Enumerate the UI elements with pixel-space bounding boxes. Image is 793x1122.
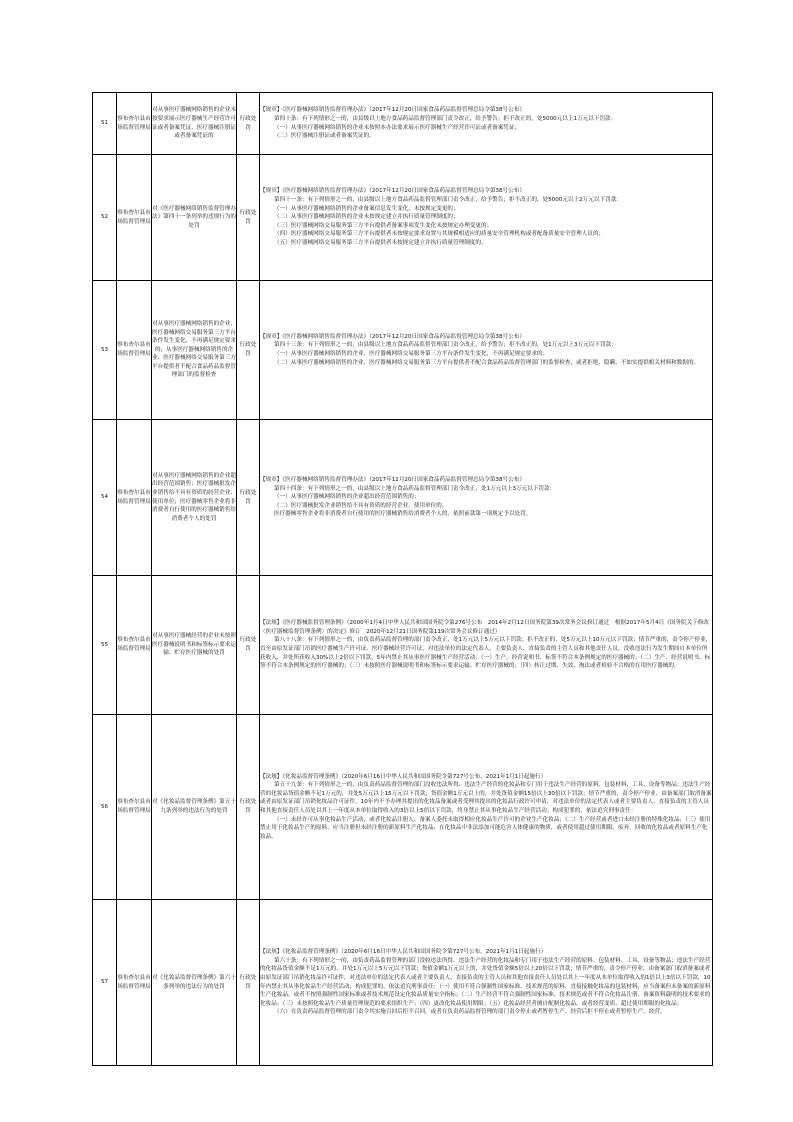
legal-basis-text <box>260 476 712 519</box>
power-item-name: 对从事医疗器械网络销售的企业超出经营范围销售；医疗器械批发企业销售给不具有资质的经营企业、使用单位；医疗器械零售企业将非消费者自行使用的医疗器械销售给消费者个人的处罚 <box>152 420 237 576</box>
row-number: 54 <box>93 420 117 576</box>
power-type: 行政处罚 <box>237 420 260 576</box>
legal-basis-paragraph: 第四十四条：有下列情形之一的，由县级以上地方食品药品监督管理部门责令改正，处1万元以上3万元以下罚款： <box>274 485 556 492</box>
legal-basis-text <box>260 619 712 671</box>
legal-basis-paragraph: （一）未经许可从事化妆品生产活动，或者化妆品注册人、备案人委托未取得相应化妆品生产许可的企业生产化妆品；（二）生产经营或者进口未经注册的特殊化妆品；（三）使用禁止用于化妆品生产的原料、应当注册但未经注册的新原料生产化妆品，在化妆品中非法添加可能危害人体健康的物质，或者使用超过使用期限、废弃、回收的化妆品或者原料生产化妆品。 <box>260 816 711 840</box>
row-number: 52 <box>93 155 117 281</box>
enforcement-department: 察布查尔县市场监督管理局 <box>117 155 152 281</box>
legal-basis-text <box>260 773 712 842</box>
legal-basis-paragraph: （二）医疗器械批发企业销售给不具有资质的经营企业、使用单位的。 <box>274 502 448 509</box>
enforcement-department: 察布查尔县市场监督管理局 <box>117 900 152 1066</box>
table-row <box>93 93 713 155</box>
legal-basis <box>260 155 713 281</box>
legal-basis-paragraph: （二）从事医疗器械网络销售的企业、医疗器械网络交易服务第三方平台提供者不配合食品药品监督管理部门的监督检查，或者拒绝、隐瞒、不如实提供相关材料和数据的。 <box>274 359 700 366</box>
table-body <box>93 93 713 1066</box>
power-type: 行政处罚 <box>237 576 260 715</box>
table-row <box>93 715 713 900</box>
legal-basis-paragraph: （六）在负责药品监督管理的部门责令其实施召回后拒不召回，或者在负责药品监督管理的部门责令停止或者暂停生产、经营后拒不停止或者暂停生产、经营。 <box>274 1009 666 1016</box>
legal-basis-paragraph: 第六十条：有下列情形之一的，由负责药品监督管理的部门没收违法所得、违法生产经营的化妆品和专门用于违法生产经营的原料、包装材料、工具、设备等物品；违法生产经营的化妆品货值金额不足1万元的，并处1万元以上5万元以下罚款；货值金额1万元以上的，并处货值金额5倍以上20倍以下罚款；情节严重的，责令停产停业、由备案部门取消备案或者由原发证部门吊销化妆品许可证件，对违法单位的法定代表人或者主要负责人、直接负责的主管人员和其他直接责任人员处以其上一年度从本单位取得收入的1倍以上3倍以下罚款，10年内禁止其从事化妆品生产经营活动；构成犯罪的，依法追究刑事责任：（一）使用不符合强制性国家标准、技术规范的原料、直接接触化妆品的包装材料，应当备案但未备案的新原料生产化妆品，或者不按照强制性国家标准或者技术规范设定化妆品质量安全指标；（二）生产经营不符合强制性国家标准、技术规范或者不符合化妆品注册、备案资料载明的技术要求的化妆品；（三）未按照化妆品生产质量管理规范的要求组织生产；（四）更改化妆品使用期限；（五）化妆品经营者擅自配制化妆品，或者经营变质、超过使用期限的化妆品； <box>260 957 711 1007</box>
power-item-name: 对《化妆品监督管理条例》第六十条列举的违法行为的处罚 <box>152 900 237 1066</box>
power-list-table <box>92 92 713 1066</box>
legal-basis-text <box>260 187 712 247</box>
legal-basis-paragraph: 【规章】《医疗器械网络销售监督管理办法》（2017年12月20日国家食品药品监督管理总局令第38号公布） <box>260 188 525 195</box>
power-item-name: 对《化妆品监督管理条例》第五十九条列举的违法行为的处罚 <box>152 715 237 900</box>
legal-basis-text <box>260 948 712 1017</box>
legal-basis-paragraph: 【法规】《化妆品监督管理条例》（2020年6月16日中华人民共和国国务院令第727号公布，2021年1月1日起施行） <box>260 773 547 780</box>
legal-basis-paragraph: （二）从事医疗器械网络销售的企业未按规定建立并执行质量管理制度的； <box>274 214 459 221</box>
legal-basis <box>260 576 713 715</box>
enforcement-department: 察布查尔县市场监督管理局 <box>117 93 152 155</box>
legal-basis-paragraph: （一）从事医疗器械网络销售的企业备案信息发生变化，未按规定变更的； <box>274 205 459 212</box>
legal-basis-paragraph: （五）医疗器械网络交易服务第三方平台提供者未按规定建立并执行质量管理制度的。 <box>274 239 487 246</box>
legal-basis-paragraph: （一）从事医疗器械网络销售的企业超出经营范围销售的； <box>274 494 420 501</box>
table-row <box>93 281 713 420</box>
table-row <box>93 155 713 281</box>
legal-basis-paragraph: 【法规】《医疗器械监督管理条例》（2000年1月4日中华人民共和国国务院令第276号公布 2014年2月12日国务院第39次常务会议修订通过 根据2017年5月4日《国务院关于修改〈医疗器械监督管理条例〉的决定》修订 2020年12月21日国务院第119次常务会议修订通过） <box>260 620 710 635</box>
legal-basis-paragraph: 【规章】《医疗器械网络销售监督管理办法》（2017年12月20日国家食品药品监督管理总局令第38号公布） <box>260 107 525 114</box>
legal-basis <box>260 715 713 900</box>
legal-basis-paragraph: （四）医疗器械网络交易服务第三方平台提供者未按规定要求设置与其规模相适应的质量安全管理机构或者配备质量安全管理人员的； <box>274 231 605 238</box>
power-type: 行政处罚 <box>237 281 260 420</box>
legal-basis-paragraph: （一）从事医疗器械网络销售的企业、医疗器械网络交易服务第三方平台条件发生变化，不再满足规定要求的； <box>274 351 549 357</box>
power-type: 行政处罚 <box>237 93 260 155</box>
power-type: 行政处罚 <box>237 900 260 1066</box>
legal-basis-paragraph: （三）医疗器械网络交易服务第三方平台提供者备案事项发生变化未按规定办理变更的； <box>274 222 493 229</box>
legal-basis <box>260 93 713 155</box>
legal-basis-paragraph: 【法规】《化妆品监督管理条例》（2020年6月16日中华人民共和国国务院令第727号公布，2021年1月1日起施行） <box>260 949 547 956</box>
legal-basis-text <box>260 333 712 367</box>
power-item-name: 对从事医疗器械经营的企业未按照医疗器械说明书和标签标示要求运输、贮存医疗器械的处罚 <box>152 576 237 715</box>
legal-basis-paragraph: 【规章】《医疗器械网络销售监督管理办法》（2017年12月20日国家食品药品监督管理总局令第38号公布） <box>260 333 525 340</box>
row-number: 53 <box>93 281 117 420</box>
table-row <box>93 900 713 1066</box>
table-row <box>93 576 713 715</box>
enforcement-department: 察布查尔县市场监督管理局 <box>117 281 152 420</box>
power-type: 行政处罚 <box>237 155 260 281</box>
legal-basis-paragraph: 【规章】《医疗器械网络销售监督管理办法》（2017年12月20日国家食品药品监督管理总局令第38号公布） <box>260 477 525 484</box>
power-item-name: 对从事医疗器械网络销售的企业、医疗器械网络交易服务第三方平台条件发生变化，不再满足规定要求的；从事医疗器械网络销售的企业、医疗器械网络交易服务第三方平台提供者不配合食品药品监督管理部门的监督检查 <box>152 281 237 420</box>
legal-basis-paragraph: （一）从事医疗器械网络销售的企业未按照本办法要求展示医疗器械生产经营许可证或者备案凭证； <box>274 124 521 131</box>
power-type: 行政处罚 <box>237 715 260 900</box>
row-number: 55 <box>93 576 117 715</box>
legal-basis <box>260 420 713 576</box>
table-row <box>93 420 713 576</box>
legal-basis-paragraph: 第四十三条：有下列情形之一的，由县级以上地方食品药品监督管理部门责令改正，给予警告；拒不改正的，处1万元以上3万元以下罚款： <box>274 342 617 349</box>
legal-basis-text <box>260 106 712 140</box>
power-item-name: 对从事医疗器械网络销售的企业未按要求展示医疗器械生产经营许可证或者备案凭证、医疗器械注册证或者备案凭证的 <box>152 93 237 155</box>
power-item-name: 对《医疗器械网络销售监督管理办法》第四十一条列举的违规行为的处罚 <box>152 155 237 281</box>
row-number: 56 <box>93 715 117 900</box>
legal-basis <box>260 900 713 1066</box>
enforcement-department: 察布查尔县市场监督管理局 <box>117 715 152 900</box>
row-number: 57 <box>93 900 117 1066</box>
legal-basis-paragraph: 医疗器械零售企业将非消费者自行使用的医疗器械销售给消费者个人的，依照前款第一项规定予以处罚。 <box>274 511 532 518</box>
legal-basis-paragraph: 第五十九条：有下列情形之一的，由负责药品监督管理的部门没收违法所得、违法生产经营的化妆品和专门用于违法生产经营的原料、包装材料、工具、设备等物品；违法生产经营的化妆品货值金额不足1万元的，并处5万元以上15万元以下罚款；货值金额1万元以上的，并处货值金额15倍以上30倍以下罚款；情节严重的，责令停产停业、由备案部门取消备案或者由原发证部门吊销化妆品许可证件，10年内不予办理其提出的化妆品备案或者受理其提出的化妆品行政许可申请，对违法单位的法定代表人或者主要负责人、直接负责的主管人员和其他直接责任人员处以其上一年度从本单位取得收入的3倍以上5倍以下罚款，终身禁止其从事化妆品生产经营活动；构成犯罪的，依法追究刑事责任： <box>260 782 712 814</box>
legal-basis-paragraph: 第四十一条：有下列情形之一的，由县级以上地方食品药品监督管理部门责令改正，给予警告；拒不改正的，处5000元以上2万元以下罚款： <box>274 197 622 204</box>
enforcement-department: 察布查尔县市场监督管理局 <box>117 420 152 576</box>
row-number: 51 <box>93 93 117 155</box>
enforcement-department: 察布查尔县市场监督管理局 <box>117 576 152 715</box>
legal-basis-paragraph: （二）医疗器械注册证或者备案凭证的。 <box>274 133 375 140</box>
legal-basis-paragraph: 第八十八条：有下列情形之一的，由负责药品监督管理的部门责令改正，处1万元以上5万元以下罚款；拒不改正的，处5万元以上10万元以下罚款；情节严重的，责令停产停业，直至由原发证部门吊销医疗器械生产许可证、医疗器械经营许可证，对违法单位的法定代表人、主要负责人、直接负责的主管人员和其他责任人员，没收违法行为发生期间自本单位所获收入，并处所获收入30%以上2倍以下罚款，5年内禁止其从事医疗器械生产经营活动：（一）生产、经营说明书、标签不符合本条例规定的医疗器械的；（二）生产、经营说明书、标签不符合本条例规定的医疗器械的；（三）未按照医疗器械说明书和标签标示要求运输、贮存医疗器械的；（四）转让过期、失效、淘汰或者检验不合格的在用医疗器械的。 <box>260 637 712 670</box>
legal-basis <box>260 281 713 420</box>
legal-basis-paragraph: 第四十条：有下列情形之一的，由县级以上地方食品药品监督管理部门责令改正，给予警告；拒不改正的，处5000元以上1万元以下罚款： <box>274 115 617 122</box>
